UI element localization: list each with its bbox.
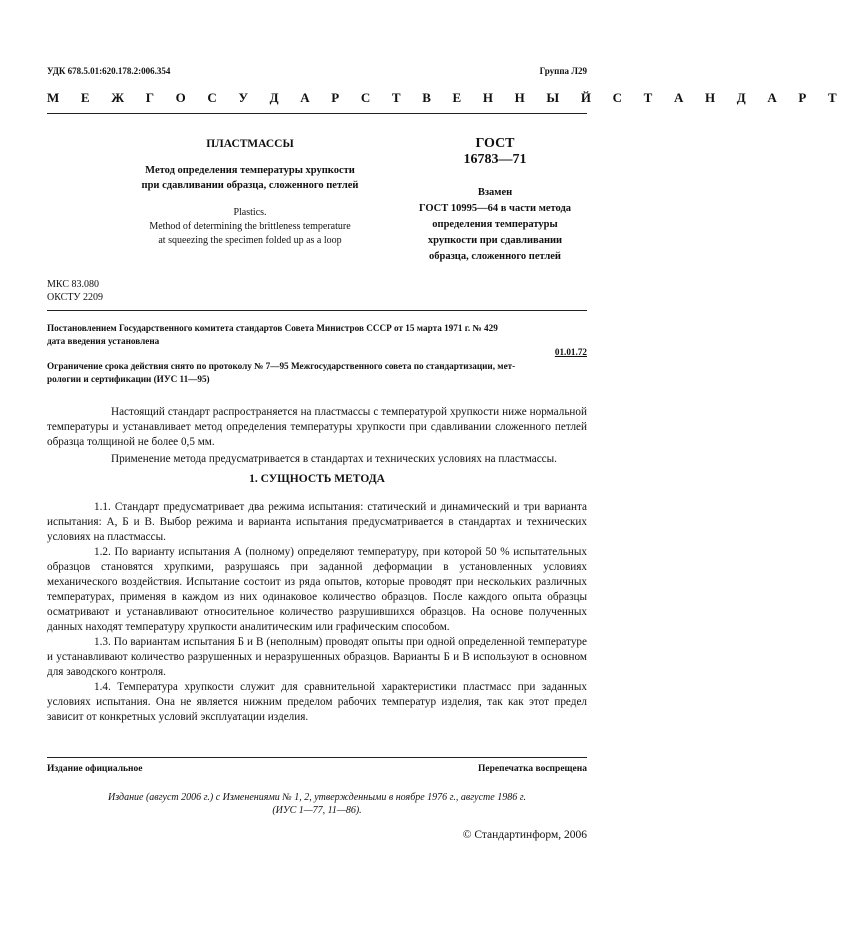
copyright: © Стандартинформ, 2006 xyxy=(462,829,587,841)
intro-paragraph-1: Настоящий стандарт распространяется на пластмассы с температурой хрупкости ниже нормальной температуры и устанавливает метод определения температуры хрупкости при сдавливании сложенного петлей образца толщиной не более 0,5 мм. xyxy=(47,406,587,448)
section-1-body xyxy=(47,500,587,725)
group-code: Группа Л29 xyxy=(539,66,587,76)
footer-rule xyxy=(47,757,587,758)
okstu-code: ОКСТУ 2209 xyxy=(47,292,104,303)
header-rule xyxy=(47,113,587,114)
replaces-line-4: образца, сложенного петлей xyxy=(429,251,561,262)
gost-number: 16783—71 xyxy=(463,152,527,167)
replaces-line-2: определения температуры xyxy=(432,219,558,230)
introduction-date: 01.01.72 xyxy=(554,347,587,357)
title-en-1: Plastics. xyxy=(233,207,267,218)
mks-code: МКС 83.080 xyxy=(47,279,99,290)
gost-label: ГОСТ xyxy=(475,136,515,151)
clause-1-1: 1.1. Стандарт предусматривает два режима испытания: статический и динамический и три варианта испытания: А, Б и В. Выбор режима и варианта испытания предусматривается в стандартах и технических условиях на пластмассы. xyxy=(47,501,587,543)
decree-line-2: дата введения установлена xyxy=(47,336,160,346)
official-edition-label: Издание официальное xyxy=(47,764,143,774)
section-1-heading: 1. СУЩНОСТЬ МЕТОДА xyxy=(249,473,385,485)
clause-1-3: 1.3. По вариантам испытания Б и В (неполным) проводят опыты при одной определенной температуре и устанавливают количество разрушенных и неразрушенных образцов. Варианты Б и В используют в основном для заводского контроля. xyxy=(47,636,587,678)
replaces-line-3: хрупкости при сдавливании xyxy=(427,235,563,246)
edition-note-2: (ИУС 1—77, 11—86). xyxy=(272,805,362,816)
intro-paragraph-2: Применение метода предусматривается в стандартах и технических условиях на пластмассы. xyxy=(111,453,557,465)
method-title-ru-2: при сдавливании образца, сложенного петлей xyxy=(141,180,359,191)
method-title-ru-1: Метод определения температуры хрупкости xyxy=(145,165,355,176)
subject-title: ПЛАСТМАССЫ xyxy=(206,138,294,150)
reprint-prohibited-label: Перепечатка воспрещена xyxy=(477,764,587,774)
title-en-3: at squeezing the specimen folded up as a loop xyxy=(158,235,342,246)
decree-line-1: Постановлением Государственного комитета стандартов Совета Министров СССР от 15 марта 1971 г. № 429 xyxy=(47,323,498,333)
restriction-line-2: рологии и сертификации (ИУС 11—95) xyxy=(47,374,210,384)
replaces-line-1: ГОСТ 10995—64 в части метода xyxy=(418,203,572,214)
clause-1-2: 1.2. По варианту испытания А (полному) определяют температуру, при которой 50 % испытательных образцов становятся хрупкими, разрушаясь при заданной деформации в установленных условиях механического воздействия. Испытание состоит из ряда опытов, которые проводят при нескольких различных температурах, применяя в каждом из них одинаковое количество образцов. После каждого опыта образцы осматривают и устанавливают относительное количество разрушившихся образцов. На основе полученных данных находят температуру хрупкости аналитическим или графическим способом. xyxy=(47,546,587,633)
clause-1-4: 1.4. Температура хрупкости служит для сравнительной характеристики пластмасс при заданных условиях испытания. Она не является нижним пределом рабочих температур изделия, так как этот предел зависит от конкретных условий эксплуатации изделия. xyxy=(47,681,587,723)
edition-note-1: Издание (август 2006 г.) с Изменениями № 1, 2, утвержденными в ноябре 1976 г., августе 1986 г. xyxy=(108,792,526,803)
classification-rule xyxy=(47,310,587,311)
standard-type-title: М Е Ж Г О С У Д А Р С Т В Е Н Н Ы Й С Т А Н Д А Р Т xyxy=(47,90,846,105)
replaces-label: Взамен xyxy=(477,187,513,198)
udk-code: УДК 678.5.01:620.178.2:006.354 xyxy=(47,66,171,76)
intro-text xyxy=(47,405,587,467)
title-en-2: Method of determining the brittleness temperature xyxy=(149,221,351,232)
restriction-line-1: Ограничение срока действия снято по протоколу № 7—95 Межгосударственного совета по стандартизации, мет- xyxy=(47,361,516,371)
